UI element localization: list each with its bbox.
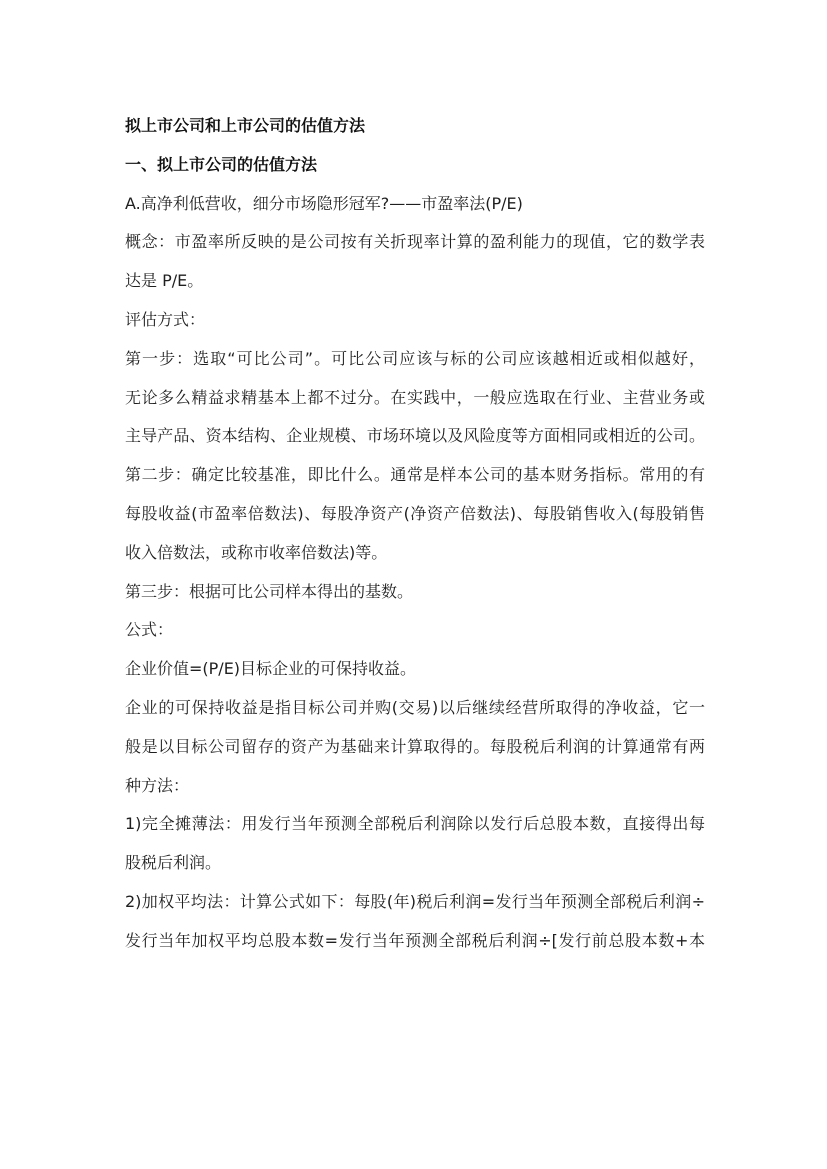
paragraph-line: 主导产品、资本结构、企业规模、市场环境以及风险度等方面相同或相近的公司。 — [125, 426, 705, 446]
document-title: 拟上市公司和上市公司的估值方法 — [125, 116, 366, 135]
paragraph-line: 每股收益(市盈率倍数法)、每股净资产(净资产倍数法)、每股销售收入(每股销售 — [125, 503, 705, 523]
paragraph-line: 第三步：根据可比公司样本得出的基数。 — [125, 581, 414, 601]
paragraph-line: 达是 P/E。 — [125, 271, 204, 291]
paragraph-line: 公式： — [125, 620, 174, 640]
paragraph-line: 股税后利润。 — [125, 853, 222, 873]
paragraph-line: 般是以目标公司留存的资产为基础来计算取得的。每股税后利润的计算通常有两 — [125, 736, 705, 756]
paragraph-line: 概念：市盈率所反映的是公司按有关折现率计算的盈利能力的现值，它的数学表 — [125, 232, 705, 252]
paragraph-line: 第一步：选取“可比公司”。可比公司应该与标的公司应该越相近或相似越好， — [125, 348, 705, 368]
paragraph-line: 企业的可保持收益是指目标公司并购(交易)以后继续经营所取得的净收益，它一 — [125, 697, 705, 717]
paragraph-line: 1)完全摊薄法：用发行当年预测全部税后利润除以发行后总股本数，直接得出每 — [125, 814, 705, 834]
paragraph-line: 2)加权平均法：计算公式如下：每股(年)税后利润=发行当年预测全部税后利润÷ — [125, 891, 705, 911]
document-body — [125, 113, 705, 967]
subheading-pe-method: A.高净利低营收，细分市场隐形冠军?——市盈率法(P/E) — [125, 193, 523, 213]
paragraph-line: 种方法： — [125, 775, 190, 795]
paragraph-line: 第二步：确定比较基准，即比什么。通常是样本公司的基本财务指标。常用的有 — [125, 465, 705, 485]
paragraph-line: 企业价值=(P/E)目标企业的可保持收益。 — [125, 659, 417, 679]
paragraph-line: 收入倍数法，或称市收率倍数法)等。 — [125, 542, 388, 562]
paragraph-line: 无论多么精益求精基本上都不过分。在实践中，一般应选取在行业、主营业务或 — [125, 387, 705, 407]
paragraph-line: 评估方式： — [125, 309, 206, 329]
section-heading: 一、拟上市公司的估值方法 — [125, 154, 318, 174]
paragraph-line: 发行当年加权平均总股本数=发行当年预测全部税后利润÷[发行前总股本数+本 — [125, 930, 705, 950]
